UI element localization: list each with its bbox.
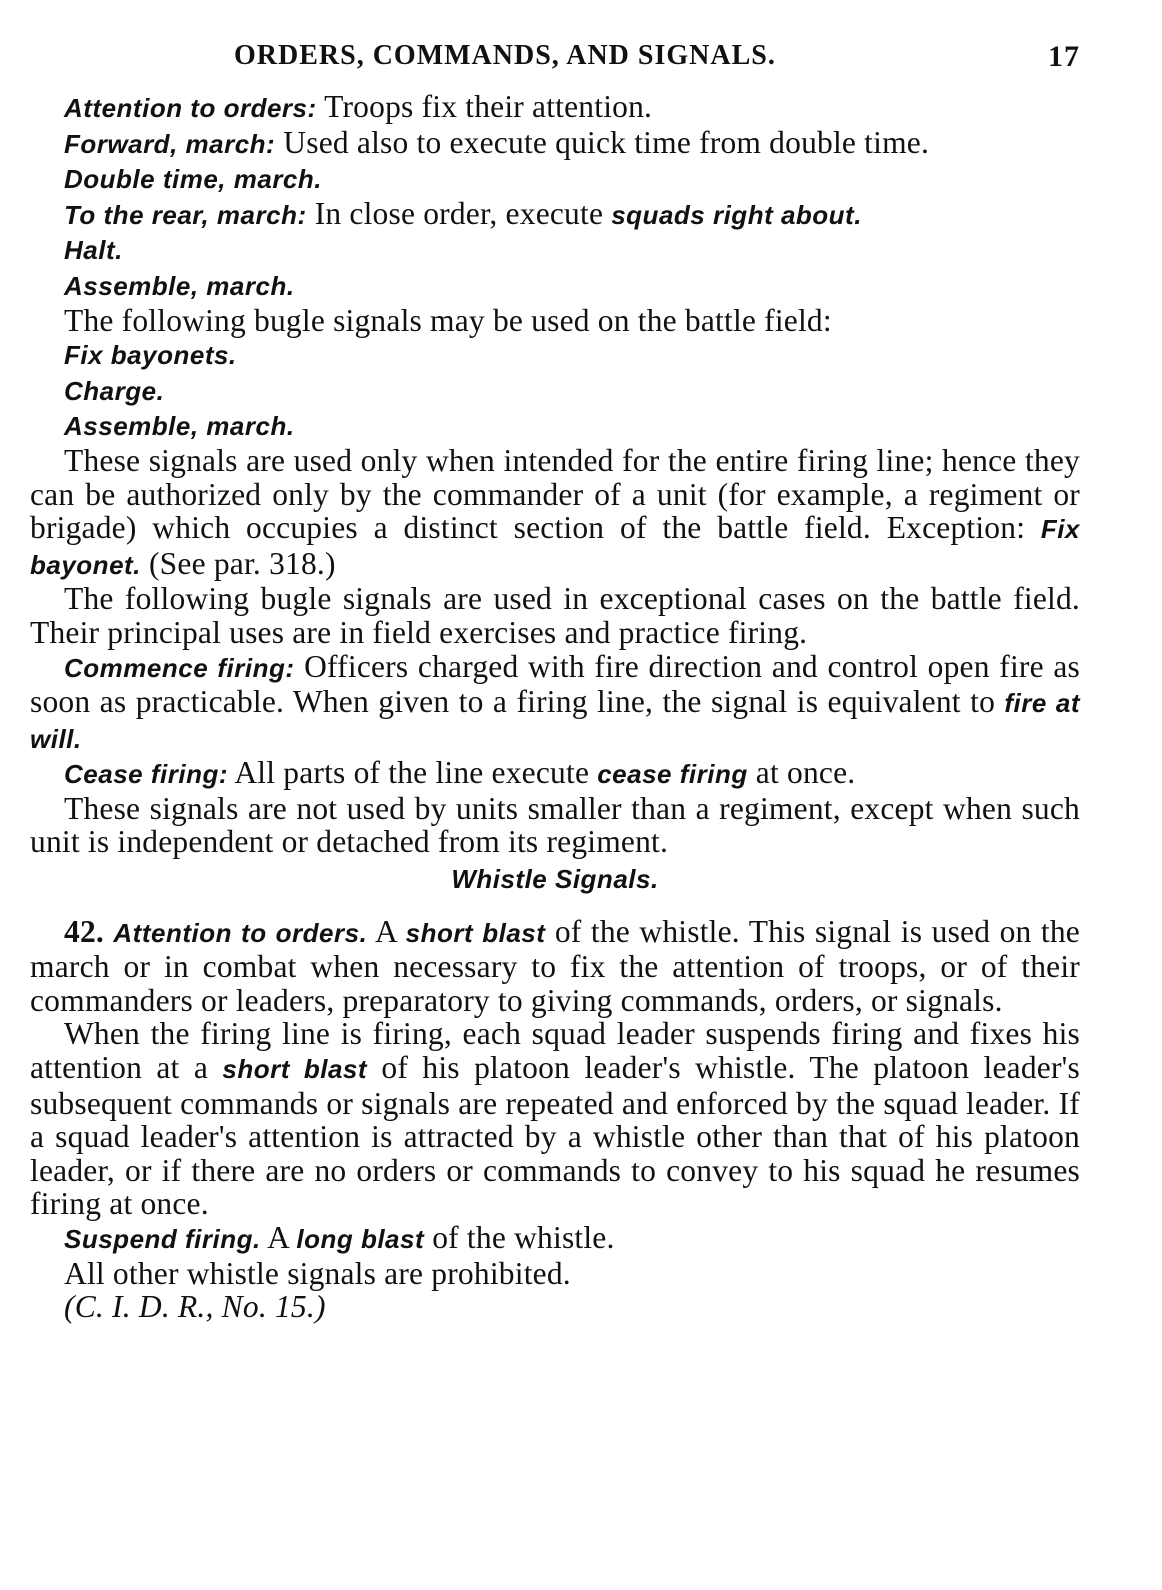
bugle-signals-paragraph [30, 444, 1080, 582]
firing-line-paragraph [30, 1017, 1080, 1221]
running-header [30, 40, 1080, 90]
whistle-signals-heading: Whistle Signals. [451, 864, 659, 895]
signal-term: Fix bayonet. [30, 514, 1080, 580]
signal-fix-bayonets [30, 337, 1080, 373]
signal-commence-firing [30, 650, 1080, 757]
signal-term: cease firing [597, 759, 748, 790]
paragraph-number: 42. [64, 913, 104, 949]
signal-description: A [260, 1220, 297, 1255]
signal-term: Double time, march. [64, 164, 322, 195]
signal-assemble [30, 268, 1080, 304]
signal-term: short blast [405, 917, 546, 948]
signal-term: fire at will. [30, 688, 1080, 754]
exceptional-signals-intro: The following bugle signals are used in exceptional cases on the battle field. Their principal uses are in field exercises and practice firing. [30, 581, 1080, 650]
signal-term: long blast [296, 1224, 425, 1254]
document-page [30, 40, 1080, 1324]
signal-to-the-rear [30, 197, 1080, 233]
signal-description: of the whistle. [424, 1220, 615, 1255]
paragraph-text: of the whistle. This signal is used on the march or in combat when necessary to fix the attention of troops, or of their commanders or leaders, preparatory to giving commands, orders, or signals. [30, 913, 1080, 1018]
signal-term: short blast [222, 1054, 368, 1085]
signal-term: Assemble, march. [64, 270, 295, 301]
signal-charge [30, 373, 1080, 409]
signal-term: Attention to orders. [113, 917, 368, 948]
signal-term: Attention to orders: [64, 93, 317, 123]
citation: (C. I. D. R., No. 15.) [64, 1289, 326, 1325]
signal-term: Commence firing: [64, 652, 295, 683]
signal-term: Fix bayonets. [64, 340, 237, 371]
signal-term: Halt. [64, 235, 123, 266]
paragraph-text: of his platoon leader's whistle. The platoon leader's subsequent commands or signals are repeated and enforced by the squad leader. If a squad leader's attention is attracted by a whistle other than that of his platoon leader, or if there are no orders or commands to convey to his squad he resumes firing at once. [30, 1050, 1080, 1222]
signal-description: at once. [747, 755, 856, 791]
signal-term: Suspend firing. [64, 1224, 261, 1254]
page-header-title: ORDERS, COMMANDS, AND SIGNALS. [234, 40, 776, 71]
paragraph-text: A [375, 913, 406, 949]
signal-description: All parts of the line execute [228, 755, 598, 791]
paragraph-text: When the firing line is firing, each squad leader suspends firing and fixes his attention at a [30, 1016, 1080, 1086]
bugle-signals-intro: The following bugle signals may be used on the battle field: [64, 302, 832, 338]
signal-description: Officers charged with fire direction and control open fire as soon as practicable. When given to a firing line, the signal is equivalent to [30, 648, 1080, 720]
signal-description: Troops fix their attention. [316, 89, 653, 124]
signal-term: To the rear, march: [64, 199, 307, 230]
signal-term: squads right about. [611, 199, 862, 230]
paragraph-text: These signals are used only when intended for the entire firing line; hence they can be authorized only by the commander of a unit (for example, a regiment or brigade) which occupies a distinct section of the battle field. Exception: [30, 442, 1080, 546]
signal-double-time [30, 161, 1080, 197]
signal-term: Cease firing: [64, 759, 228, 790]
signal-assemble-battle [30, 408, 1080, 444]
signal-description: In close order, execute [306, 195, 612, 231]
signal-term: Forward, march: [64, 128, 276, 159]
signal-halt [30, 232, 1080, 268]
signal-term: Charge. [64, 375, 165, 406]
signal-cease-firing [30, 756, 1080, 792]
page-number: 17 [1048, 40, 1080, 73]
paragraph-42 [30, 915, 1080, 1018]
signal-attention-to-orders [30, 90, 1080, 126]
signal-forward-march [30, 126, 1080, 162]
signal-term: Assemble, march. [64, 411, 295, 442]
prohibited-signals-note: All other whistle signals are prohibited. [64, 1255, 571, 1291]
signal-suspend-firing [30, 1221, 1080, 1257]
signal-description: Used also to execute quick time from double time. [275, 124, 930, 160]
section-heading [30, 861, 1080, 897]
regiment-restriction-paragraph: These signals are not used by units smaller than a regiment, except when such unit is independent or detached from its regiment. [30, 790, 1080, 860]
paragraph-reference: (See par. 318.) [140, 545, 336, 581]
body-text [30, 90, 1080, 1324]
